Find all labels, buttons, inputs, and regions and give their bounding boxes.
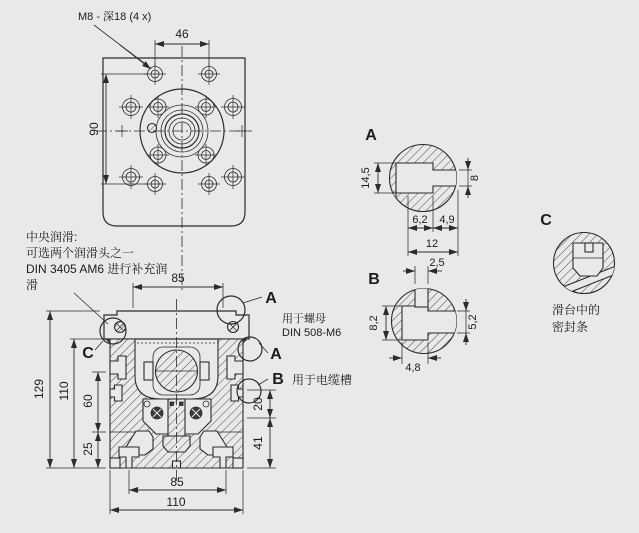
flange-hole [195, 96, 217, 118]
dim-12: 12 [425, 238, 439, 250]
detail-a [360, 127, 481, 256]
callout-label-a2: A [270, 346, 282, 363]
dim-2-5: 2,5 [429, 257, 445, 269]
dim-25: 25 [81, 442, 95, 456]
callout-label-c: C [82, 345, 94, 362]
dim-4-8: 4,8 [405, 362, 421, 374]
detail-c [540, 212, 616, 334]
lube-note-line3: DIN 3405 AM6 进行补充润 [26, 262, 168, 276]
note-a-line1: 用于螺母 [282, 313, 326, 325]
thread-note: M8 - 深18 (4 x) [78, 11, 152, 23]
dim-90: 90 [87, 122, 101, 136]
flange-hole [195, 144, 217, 166]
dim-5-2: 5,2 [467, 314, 479, 330]
callout-label-a1: A [265, 290, 277, 307]
dim-60: 60 [81, 394, 95, 408]
lube-note-line1: 中央润滑: [26, 230, 78, 244]
detail-b-label: B [368, 271, 380, 288]
lube-note-line4: 滑 [26, 278, 39, 292]
dim-6-2: 6,2 [412, 214, 428, 226]
m8-hole [198, 63, 220, 85]
detail-a-label: A [365, 127, 377, 144]
dim-85-bottom: 85 [170, 475, 184, 489]
detail-c-label: C [540, 212, 552, 229]
detail-c-note-line1: 滑台中的 [552, 303, 601, 317]
outer-hole [119, 95, 143, 119]
section-view [32, 271, 352, 514]
dim-8-2: 8,2 [368, 315, 380, 331]
dim-4-9: 4,9 [439, 214, 455, 226]
dim-110-bottom: 110 [166, 495, 186, 509]
flange-hole [147, 144, 169, 166]
dim-20: 20 [251, 397, 265, 411]
dim-46: 46 [175, 27, 189, 41]
detail-b [368, 257, 479, 374]
callout-label-b: B [272, 371, 284, 388]
lubrication-note [26, 229, 167, 324]
dim-110-left: 110 [57, 381, 71, 401]
dim-8: 8 [469, 174, 481, 182]
lube-note-line2: 可选两个润滑头之一 [26, 246, 135, 260]
dim-129: 129 [32, 378, 46, 400]
note-a-line2: DIN 508-M6 [282, 327, 342, 339]
note-b: 用于电缆槽 [292, 373, 353, 387]
m8-hole [144, 173, 166, 195]
m8-hole [198, 173, 220, 195]
outer-hole [221, 95, 245, 119]
dim-14-5: 14,5 [360, 167, 372, 189]
dim-41: 41 [251, 436, 265, 450]
flange-hole [147, 96, 169, 118]
mounting-plate-outline [103, 58, 245, 226]
detail-callout-a1 [217, 296, 245, 324]
outer-hole [221, 165, 245, 189]
outer-hole [119, 165, 143, 189]
detail-c-note-line2: 密封条 [552, 320, 589, 334]
dim-85-top: 85 [171, 271, 185, 285]
